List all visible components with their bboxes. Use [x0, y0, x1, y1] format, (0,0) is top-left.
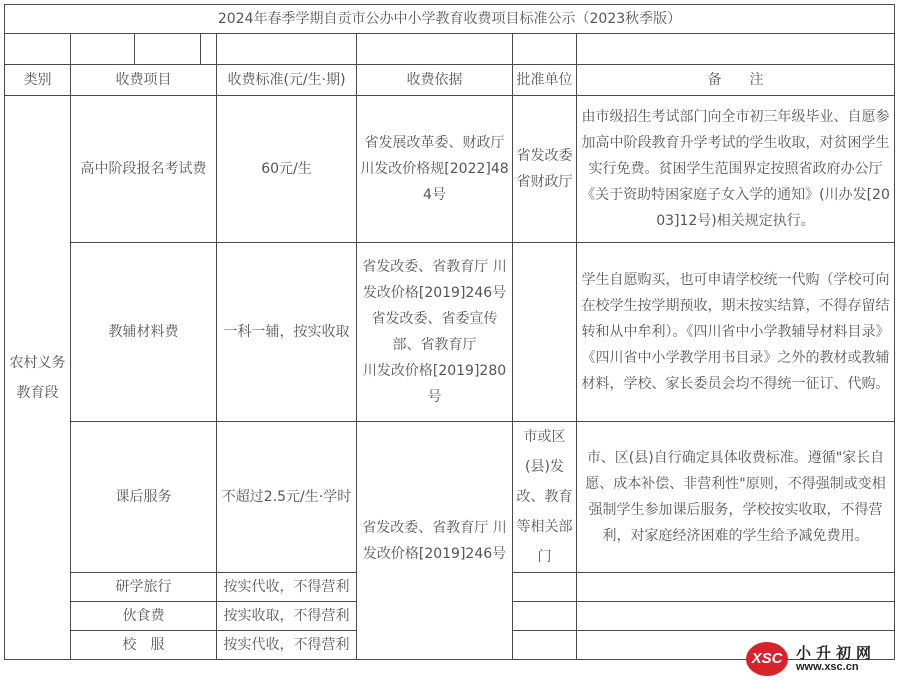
note-cell: 由市级招生考试部门向全市初三年级毕业、自愿参加高中阶段教育升学考试的学生收取，对贫困学生实行免费。贫困学生范围界定按照省政府办公厅《关于资助特困家庭子女入学的通知》(川办发[2003]12号)相关规定执行。: [577, 96, 895, 243]
basis-cell: 省发展改革委、财政厅 川发改价格规[2022]484号: [357, 96, 513, 243]
fee-table: [4, 4, 895, 660]
item-cell: 研学旅行: [71, 573, 217, 602]
watermark-site-url: www.xsc.cn: [796, 661, 859, 673]
standard-cell: 60元/生: [217, 96, 357, 243]
item-cell: 伙食费: [71, 602, 217, 631]
standard-cell: 不超过2.5元/生·学时: [217, 422, 357, 573]
category-cell: 农村义务教育段: [5, 96, 71, 660]
approver-cell: [513, 243, 577, 422]
standard-cell: 按实代收，不得营利: [217, 573, 357, 602]
table-row: [5, 96, 895, 243]
header-basis: 收费依据: [357, 65, 513, 96]
header-note: 备 注: [577, 65, 895, 96]
header-standard: 收费标准(元/生·期): [217, 65, 357, 96]
basis-cell: 省发改委、省教育厅 川发改价格[2019]246号 省发改委、省委宣传部、省教育厅 川发改价格[2019]280号: [357, 243, 513, 422]
page-title: 2024年春季学期自贡市公办中小学教育收费项目标准公示（2023秋季版）: [5, 5, 895, 34]
header-category: 类别: [5, 65, 71, 96]
standard-cell: 按实代收，不得营利: [217, 631, 357, 660]
site-watermark-logo: [742, 640, 894, 680]
watermark-site-name: 小升初网: [796, 644, 877, 662]
basis-cell: 省发改委、省教育厅 川发改价格[2019]246号: [357, 422, 513, 660]
xsc-logo-icon: XSC: [746, 642, 788, 676]
header-approver: 批准单位: [513, 65, 577, 96]
approver-cell: 省发改委 省财政厅: [513, 96, 577, 243]
item-cell: 高中阶段报名考试费: [71, 96, 217, 243]
item-cell: 教辅材料费: [71, 243, 217, 422]
item-cell: 校 服: [71, 631, 217, 660]
approver-cell: 市或区(县)发改、教育等相关部门: [513, 422, 577, 573]
header-item: 收费项目: [71, 65, 217, 96]
standard-cell: 一科一辅，按实收取: [217, 243, 357, 422]
table-row: [5, 422, 895, 573]
table-row: [5, 243, 895, 422]
standard-cell: 按实收取，不得营利: [217, 602, 357, 631]
item-cell: 课后服务: [71, 422, 217, 573]
spacer-row: [5, 34, 895, 65]
header-row: [5, 65, 895, 96]
note-cell: 学生自愿购买，也可申请学校统一代购（学校可向在校学生按学期预收，期末按实结算，不得存留结转和从中牟利）。《四川省中小学教辅导材料目录》《四川省中小学教学用书目录》之外的教材或教辅材料，学校、家长委员会均不得统一征订、代购。: [577, 243, 895, 422]
note-cell: 市、区(县)自行确定具体收费标准。遵循"家长自愿、成本补偿、非营利性"原则，不得强制或变相强制学生参加课后服务，学校按实收取，不得营利，对家庭经济困难的学生给予减免费用。: [577, 422, 895, 573]
